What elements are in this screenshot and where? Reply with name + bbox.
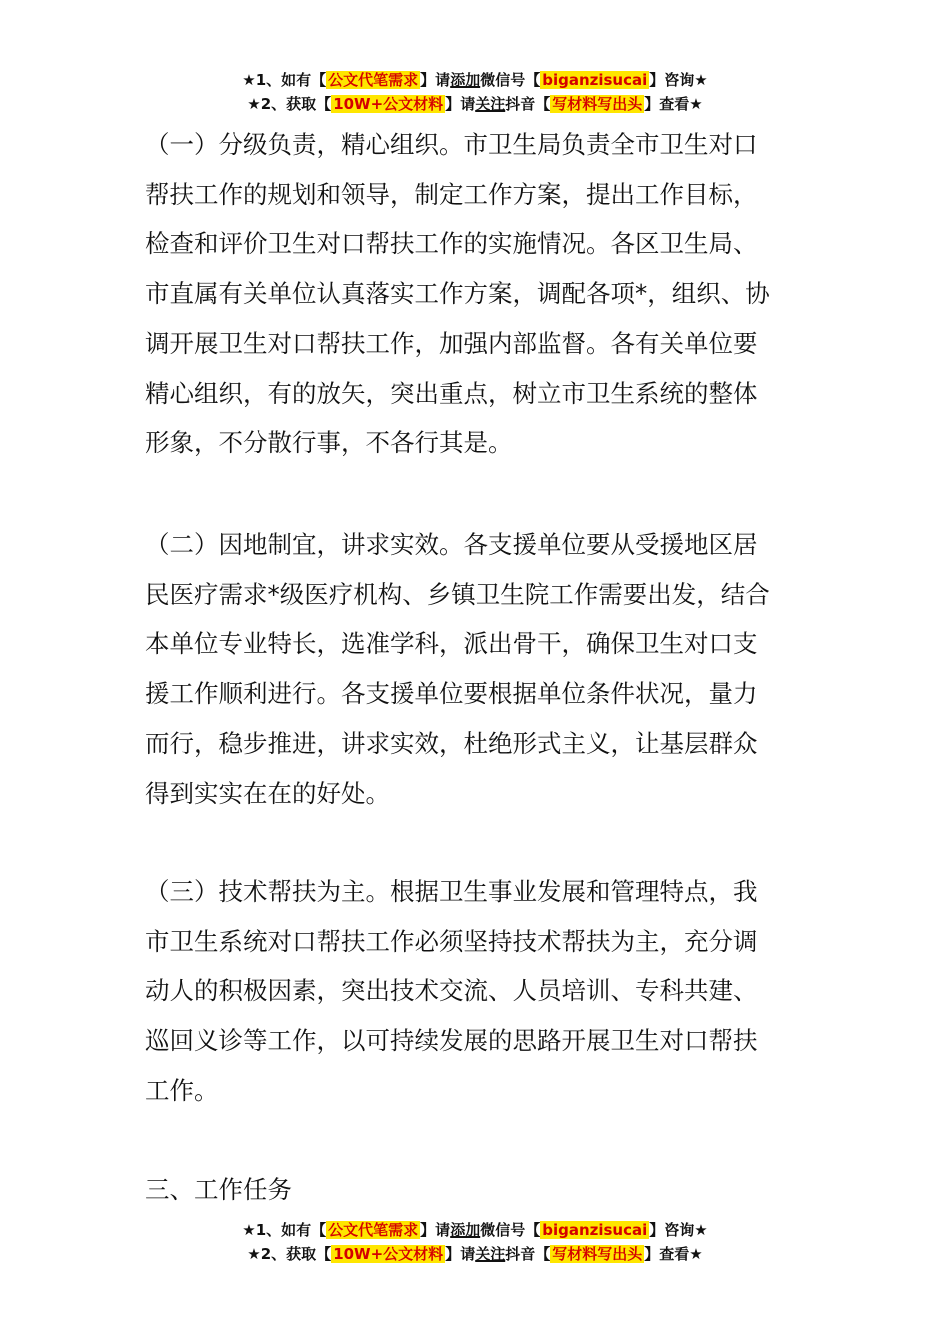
banner-text: 】请 <box>420 71 451 89</box>
text-line: 工作。 <box>145 1075 219 1105</box>
text-line: 巡回义诊等工作，以可持续发展的思路开展卫生对口帮扶 <box>145 1026 758 1056</box>
bottom-banner <box>0 1218 950 1266</box>
document-body-4 <box>145 1165 815 1215</box>
text-line: 动人的积极因素，突出技术交流、人员培训、专科共建、 <box>145 976 758 1006</box>
text-line: （二）因地制宜，讲求实效。各支援单位要从受援地区居 <box>145 530 758 559</box>
text-line: 市直属有关单位认真落实工作方案，调配各项*，组织、协 <box>145 279 770 309</box>
banner-text: 】请 <box>420 1221 451 1239</box>
banner-highlight: biganzisucai <box>542 1221 648 1239</box>
text-line: 调开展卫生对口帮扶工作，加强内部监督。各有关单位要 <box>145 328 758 358</box>
text-line: 援工作顺利进行。各支援单位要根据单位条件状况，量力 <box>145 679 758 709</box>
banner-text: 】查看★ <box>644 1245 703 1263</box>
banner-text: 】请 <box>445 95 476 113</box>
paragraph-2 <box>145 520 815 818</box>
text-line: 形象，不分散行事，不各行其是。 <box>145 428 513 458</box>
section-heading: 三、工作任务 <box>145 1175 292 1204</box>
banner-line-1 <box>0 68 950 92</box>
text-line: 民医疗需求*级医疗机构、乡镇卫生院工作需要出发，结合 <box>145 579 770 609</box>
banner-text: ★2、获取【 <box>247 95 332 113</box>
banner-text: 】请 <box>445 1245 476 1263</box>
top-banner <box>0 68 950 116</box>
document-body <box>145 120 815 468</box>
banner-text: 】查看★ <box>644 95 703 113</box>
banner-text: 抖音【 <box>505 1245 551 1263</box>
banner-underline: 关注 <box>475 95 506 113</box>
text-line: 帮扶工作的规划和领导，制定工作方案，提出工作目标， <box>145 179 758 209</box>
text-line: 本单位专业特长，选准学科，派出骨干，确保卫生对口支 <box>145 629 758 659</box>
banner-text: 】咨询★ <box>649 1221 708 1239</box>
text-line: 得到实实在在的好处。 <box>145 778 390 808</box>
banner-text: ★1、如有【 <box>242 71 327 89</box>
banner-text: 】咨询★ <box>649 71 708 89</box>
text-line: 检查和评价卫生对口帮扶工作的实施情况。各区卫生局、 <box>145 229 758 259</box>
text-line: （一）分级负责，精心组织。市卫生局负责全市卫生对口 <box>145 130 758 159</box>
document-body-2 <box>145 520 815 818</box>
paragraph-1 <box>145 120 815 468</box>
banner-highlight: 写材料写出头 <box>552 95 643 113</box>
banner-text: ★1、如有【 <box>242 1221 327 1239</box>
banner-highlight: 写材料写出头 <box>552 1245 643 1263</box>
text-line: 而行，稳步推进，讲求实效，杜绝形式主义，让基层群众 <box>145 728 758 758</box>
banner-highlight: 10W+公文材料 <box>333 95 444 113</box>
banner-underline: 添加 <box>450 1221 481 1239</box>
banner-underline: 关注 <box>475 1245 506 1263</box>
banner-underline: 添加 <box>450 71 481 89</box>
banner-line-2 <box>0 92 950 116</box>
banner-line-2 <box>0 1242 950 1266</box>
paragraph-3 <box>145 867 815 1116</box>
text-line: 市卫生系统对口帮扶工作必须坚持技术帮扶为主，充分调 <box>145 926 758 956</box>
banner-highlight: 公文代笔需求 <box>328 1221 419 1239</box>
banner-highlight: 10W+公文材料 <box>333 1245 444 1263</box>
banner-text: 抖音【 <box>505 95 551 113</box>
text-line: （三）技术帮扶为主。根据卫生事业发展和管理特点，我 <box>145 877 758 906</box>
text-line: 精心组织，有的放矢，突出重点，树立市卫生系统的整体 <box>145 378 758 408</box>
banner-highlight: 公文代笔需求 <box>328 71 419 89</box>
banner-highlight: biganzisucai <box>542 71 648 89</box>
banner-text: 微信号【 <box>480 71 541 89</box>
document-body-3 <box>145 867 815 1116</box>
banner-line-1 <box>0 1218 950 1242</box>
banner-text: ★2、获取【 <box>247 1245 332 1263</box>
banner-text: 微信号【 <box>480 1221 541 1239</box>
